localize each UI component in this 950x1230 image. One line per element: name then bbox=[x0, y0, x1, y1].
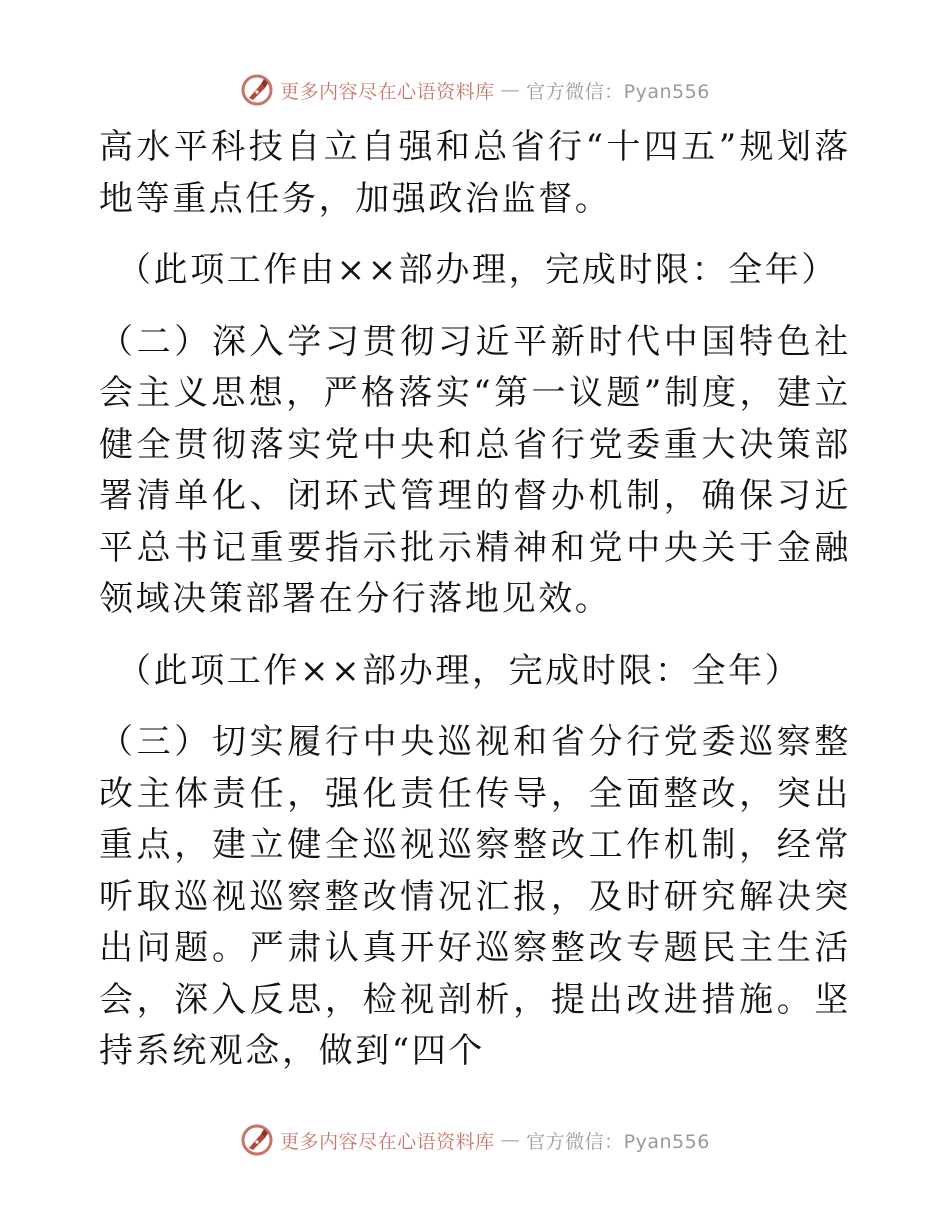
header-site-name: 更多内容尽在心语资料库 bbox=[280, 80, 495, 103]
footer-banner bbox=[0, 1120, 950, 1160]
paragraph-item-2: （二）深入学习贯彻习近平新时代中国特色社会主义思想，严格落实“第一议题”制度，建立健全贯彻落实党中央和总省行党委重大决策部署清单化、闭环式管理的督办机制，确保习近平总书记重要指示批示精神和党中央关于金融领域决策部署在分行落地见效。 bbox=[99, 321, 851, 619]
paragraph-item-3: （三）切实履行中央巡视和省分行党委巡察整改主体责任，强化责任传导，全面整改，突出重点，建立健全巡视巡察整改工作机制，经常听取巡视巡察整改情况汇报，及时研究解决突出问题。严肃认真开好巡察整改专题民主生活会，深入反思，检视剖析，提出改进措施。坚持系统观念，做到“四个 bbox=[99, 722, 851, 1071]
header-separator: — bbox=[500, 79, 521, 101]
footer-site-name: 更多内容尽在心语资料库 bbox=[280, 1130, 495, 1153]
paragraph-note-2: （此项工作××部办理，完成时限：全年） bbox=[117, 650, 802, 691]
pen-nib-logo-icon bbox=[240, 73, 274, 107]
footer-wechat-id: 官方微信：Pyan556 bbox=[526, 1130, 710, 1153]
document-body bbox=[99, 122, 851, 1078]
pen-nib-logo-icon bbox=[240, 1123, 274, 1157]
header-wechat-id: 官方微信：Pyan556 bbox=[526, 80, 710, 103]
header-banner bbox=[0, 70, 950, 110]
footer-separator: — bbox=[500, 1129, 521, 1151]
paragraph-note-1: （此项工作由××部办理，完成时限：全年） bbox=[117, 250, 838, 290]
paragraph-continuation: 高水平科技自立自强和总省行“十四五”规划落地等重点任务，加强政治监督。 bbox=[99, 127, 851, 219]
